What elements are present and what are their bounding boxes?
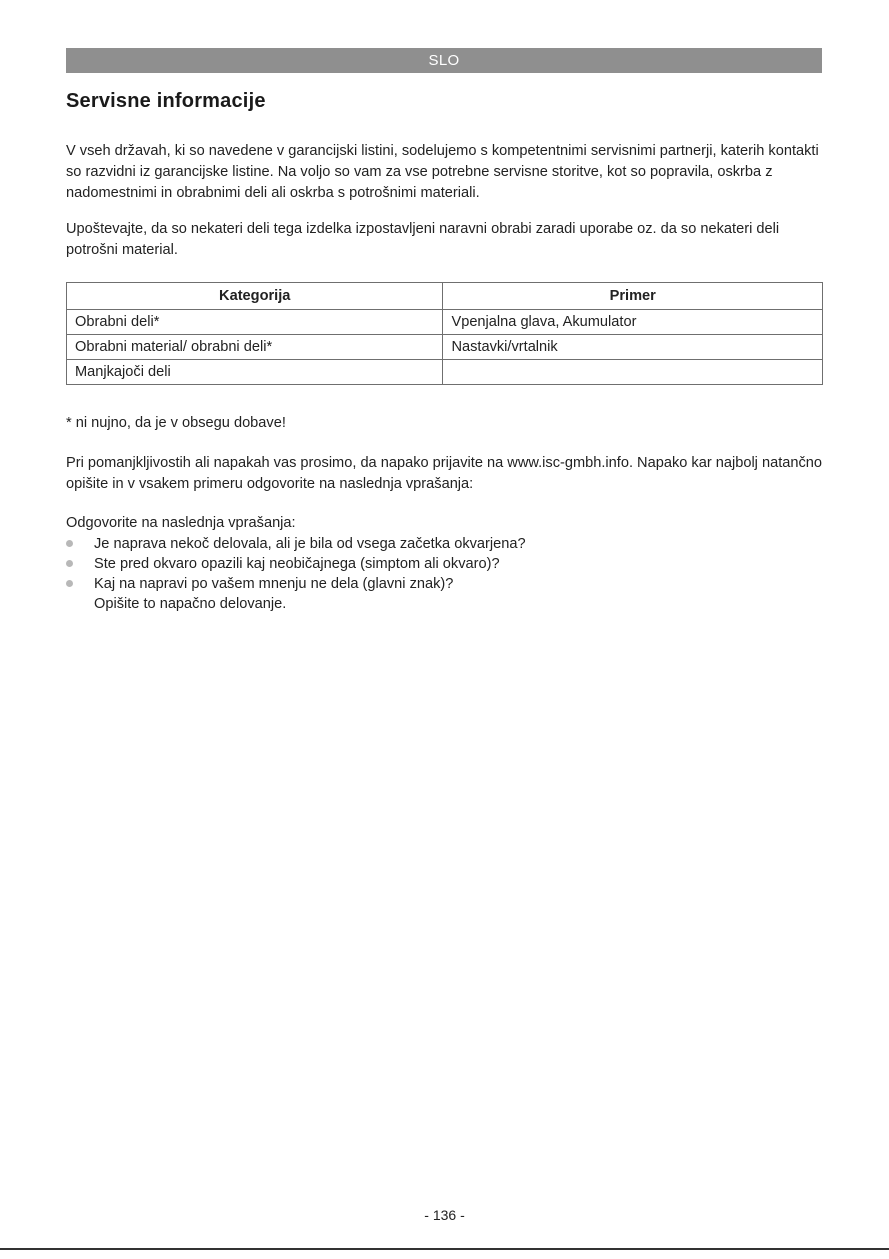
question-text: Kaj na napravi po vašem mnenju ne dela (glavni znak)? xyxy=(94,576,454,592)
questions-intro: Odgovorite na naslednja vprašanja: xyxy=(66,515,296,531)
language-code: SLO xyxy=(428,52,460,69)
question-continuation: Opišite to napačno delovanje. xyxy=(94,596,287,612)
table-cell-example xyxy=(443,360,823,385)
bottom-divider xyxy=(0,1248,889,1250)
table-row xyxy=(67,310,823,335)
column-header-example: Primer xyxy=(443,283,823,310)
bullet-icon xyxy=(66,560,73,567)
table-row xyxy=(67,360,823,385)
wear-parts-paragraph: Upoštevajte, da so nekateri deli tega izdelka izpostavljeni naravni obrabi zaradi uporabe oz. da so nekateri deli potrošni material. xyxy=(66,221,780,258)
list-item xyxy=(66,554,826,574)
question-text: Ste pred okvaro opazili kaj neobičajnega (simptom ali okvaro)? xyxy=(94,556,500,572)
defect-report-paragraph: Pri pomanjkljivostih ali napakah vas prosimo, da napako prijavite na www.isc-gmbh.info. Napako kar najbolj natančno opišite in v vsakem primeru odgovorite na naslednja vprašanja: xyxy=(66,455,823,492)
table-cell-example: Nastavki/vrtalnik xyxy=(443,335,823,360)
service-partners-paragraph: V vseh državah, ki so navedene v garancijski listini, sodelujemo s kompetentnimi servisnimi partnerji, katerih kontakti so razvidni iz garancijske listine. Na voljo so vam za vse potrebne servisne storitve, kot so popravila, oskrba z nadomestnimi in obrabnimi deli ali oskrba s potrošnimi materiali. xyxy=(66,143,819,201)
bullet-icon xyxy=(66,580,73,587)
language-header-bar xyxy=(66,48,822,73)
table-header-row xyxy=(67,283,823,310)
section-title: Servisne informacije xyxy=(66,90,266,112)
table-cell-example: Vpenjalna glava, Akumulator xyxy=(443,310,823,335)
table-footnote: * ni nujno, da je v obsegu dobave! xyxy=(66,415,286,431)
question-text: Je naprava nekoč delovala, ali je bila od vsega začetka okvarjena? xyxy=(94,536,526,552)
table-row xyxy=(67,335,823,360)
column-header-category: Kategorija xyxy=(67,283,443,310)
page-number: - 136 - xyxy=(424,1207,465,1223)
table-cell-category: Obrabni deli* xyxy=(67,310,443,335)
list-item xyxy=(66,534,826,554)
parts-category-table xyxy=(66,282,823,385)
questions-list xyxy=(66,534,826,614)
bullet-icon xyxy=(66,540,73,547)
table-cell-category: Manjkajoči deli xyxy=(67,360,443,385)
table-cell-category: Obrabni material/ obrabni deli* xyxy=(67,335,443,360)
list-item xyxy=(66,574,826,614)
